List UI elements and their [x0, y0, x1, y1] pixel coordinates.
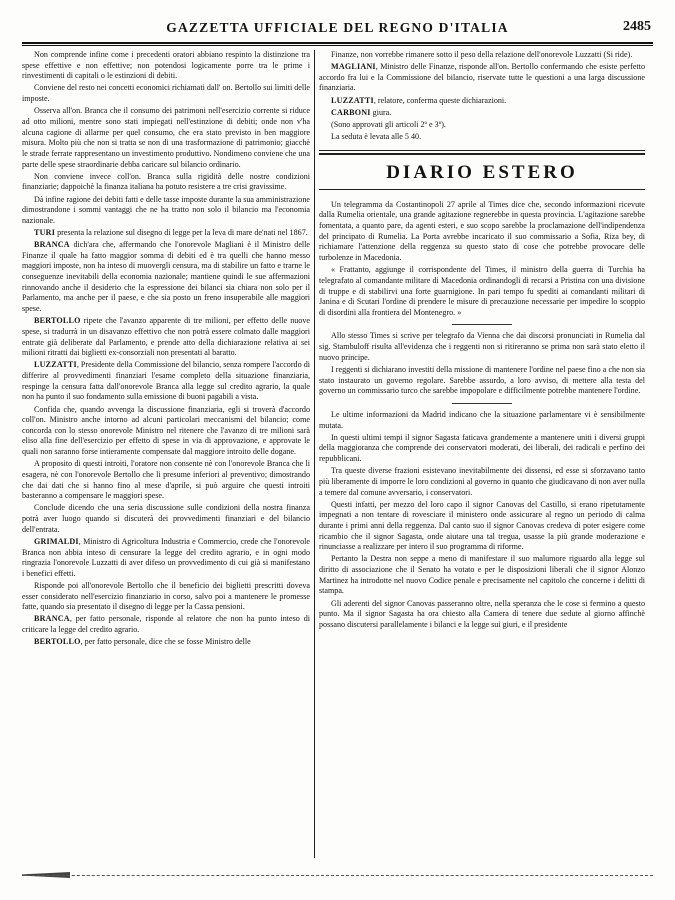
paragraph — [22, 637, 310, 648]
speaker-name: TURI — [34, 228, 56, 237]
paragraph — [22, 459, 310, 502]
paragraph-text: Conviene del resto nei concetti economici richiamati dall' on. Bertollo sui limiti delle imposte. — [22, 83, 310, 104]
paragraph — [22, 106, 310, 170]
paragraph: In questi ultimi tempi il signor Sagasta faticava grandemente a mantenere uniti i diversi gruppi della maggioranza che comprende dei conservatori moderati, dei liberali, dei radicali e perfino dei repubblicani. — [319, 432, 645, 464]
paragraph: I reggenti si dichiarano investiti della missione di mantenere l'ordine nel paese fino a che non sia stato instaurato un governo regolare. Sarebbe assurdo, a loro avviso, di mettere alla testa del governo un commissario turco che sarebbe impopolare e difficilmente potrebbe mantenere l'ordine. — [319, 364, 645, 396]
paragraph — [22, 50, 310, 82]
footer-rule — [22, 872, 653, 878]
speaker-name: LUZZATTI — [331, 95, 374, 105]
paragraph-text: presenta la relazione sul disegno di legge per la leva di mare de'nati nel 1867. — [55, 228, 308, 237]
paragraph-text: La seduta è levata alle 5 40. — [331, 132, 422, 142]
paragraph-text: Conclude dicendo che una seria discussione sulle condizioni della nostra finanza potrà aver luogo quando si discuterà dei provvedimenti finanziari e del bilancio dell'entrata. — [22, 503, 310, 534]
speaker-name: BRANCA — [34, 614, 70, 624]
page-number: 2485 — [623, 19, 651, 34]
paragraph-text: A proposito di questi introiti, l'oratore non consente nè con l'onorevole Branca che li esagera, nè con l'onorevole Bertollo che li presume inferiori al preventivo; dimostrando che dai dati che si hanno fino al mese d'aprile, si può arguire che questi introiti basteranno a compensare le maggiori spese. — [22, 459, 310, 501]
paragraph-text: , Ministro di Agricoltura Industria e Commercio, crede che l'onorevole Branca non abbia inteso di censurare la legge del credito agrario, e in ogni modo ringrazia l'onorevole Luzzatti di aver difeso un provvedimento di cui già si manifestano i benefici effetti. — [22, 536, 310, 578]
paragraph — [22, 405, 310, 458]
speaker-name: BERTOLLO — [34, 316, 81, 326]
paragraph — [22, 240, 310, 315]
paragraph-text: Risponde poi all'onorevole Bertollo che il beneficio dei biglietti prescritti doveva esser considerato nell'esercizio finanziario in corso, salvo poi a mantenere le promesse fatte, quando sia presentato il disegno di legge per la Cassa pensioni. — [22, 581, 310, 612]
speaker-name: MAGLIANI — [331, 62, 376, 72]
paragraph-text: Non conviene invece coll'on. Branca sulla rigidità delle nostre condizioni finanziarie; dappoichè la finanza italiana ha potuto resistere a tre crisi gravissime. — [22, 171, 310, 192]
paragraph: « Frattanto, aggiunge il corrispondente del Times, il ministro della guerra di Turchia ha telegrafato al comandante militare di Macedonia ordinandogli di recarsi a Pristina con una divisione di truppe e di stabilirvi una forte guarnigione. In pari tempo fu spediti ai comandanti militari di Janina e di Scutari l'ordine di prendere le misure di precauzione necessarie per impedire lo scoppio di disordini alla frontiera del Montenegro. » — [319, 265, 645, 317]
paragraph — [22, 228, 310, 239]
section-rule — [319, 150, 645, 151]
paragraph-text: , per fatto personale, dice che se fosse Ministro delle — [80, 637, 251, 647]
paragraph — [319, 50, 645, 61]
paragraph — [22, 195, 310, 227]
paragraph — [22, 614, 310, 635]
paragraph-text: , per fatto personale, risponde al relatore che non ha punto inteso di criticare la legge del credito agrario. — [22, 614, 310, 635]
paragraph — [22, 537, 310, 580]
paragraph — [22, 581, 310, 613]
paragraph-text: giura. — [370, 107, 392, 117]
paragraph-text: (Sono approvati gli articoli 2º e 3º). — [331, 119, 446, 129]
header-rule-thin — [22, 45, 653, 46]
left-column — [22, 50, 310, 882]
speaker-name: BRANCA — [34, 240, 70, 250]
paragraph-text: , Presidente della Commissione del bilancio, senza rompere l'accordo di differire al provvedimenti finanziari l'esame completo della situazione finanziaria, respinge la censura fatta dall'onorevole Branca alla legge sul credito agrario, la quale non ha punto il suo fondamento sulla emissione di buoni pagabili a vista. — [22, 360, 310, 402]
paragraph-text: Non comprende infine come i precedenti oratori abbiano respinto la distinzione tra spese effettive e non effettive; non potendosi logicamente porre tra le prime i rinvestimenti di capitali o le estinzioni di debiti. — [22, 50, 310, 81]
separator-rule — [452, 324, 512, 325]
paragraph — [22, 172, 310, 193]
paragraph-text: , relatore, conferma queste dichiarazioni. — [373, 95, 507, 105]
paragraph — [22, 316, 310, 359]
paragraph: Tra queste diverse frazioni esistevano inevitabilmente dei dissensi, ed esse si sforzavano tanto più liberamente di imporre le loro condizioni al governo in quanto che giudicavano di non aver nulla a temere dal comune avversario, i conservatori. — [319, 466, 645, 497]
paragraph — [319, 120, 645, 131]
header-rule — [22, 42, 653, 44]
speaker-name: BERTOLLO — [34, 637, 81, 647]
paragraph-text: ripete che l'avanzo apparente di tre milioni, per effetto delle nuove spese, si tradurrà in un disavanzo effettivo che non potrà essere colmato dalle maggiori entrate già deliberate dal Parlamento, e prende atto della dichiarazione relativa ai sei milioni ritratti dai biglietti ex-consorziali non presentati al baratto. — [22, 316, 310, 358]
column-divider — [314, 50, 315, 858]
section-title: DIARIO ESTERO — [386, 161, 578, 183]
paragraph — [319, 62, 645, 94]
speaker-name: LUZZATTI — [34, 360, 77, 370]
speaker-name: CARBONI — [331, 107, 371, 117]
paragraph — [319, 132, 645, 143]
paragraph: Allo stesso Times si scrive per telegrafo da Vienna che dai discorsi pronunciati in Rumelia dal sig. Stambuloff risulta all'evidenza che i reggenti non si ritireranno se prima non sarà stato eletto il nuovo principe. — [319, 331, 645, 362]
paragraph: Un telegramma da Costantinopoli 27 aprile al Times dice che, secondo informazioni ricevute dalla Rumelia orientale, una grande agitazione regnerebbe in questa provincia. L'agitazione sarebbe fomentata, a quanto pare, da agenti esteri, e suo scopo sarebbe la proclamazione dell'indipendenza del principato di Rumelia. La Porta avrebbe incaricato il suo commissario a Sofia, Riza bey, di richiamare l'attenzione della reggenza su questo stato di cose che potrebbe provocare delle turbolenze in Macedonia. — [319, 199, 645, 263]
paragraph — [319, 96, 645, 107]
paragraph-text: dich'ara che, affermando che l'onorevole Magliani è il Ministro delle Finanze il quale ha fatto maggior somma di debiti ed è tra quelli che hanno messo maggiori imposte, non ha inteso di muovergli censura, ma di stabilire un fatto e trarne le conseguenze inevitabili della economia nazionale; mantiene quindi le sue affermazioni rinnovando anche il desiderio che la espressione dei bilanci sia chiara non solo per il Parlamento, ma anche per il paese, e che sia posto un freno insuperabile alle maggiori spese. — [22, 240, 310, 314]
speaker-name: GRIMALDI — [34, 536, 79, 546]
paragraph-text: , Ministro delle Finanze, risponde all'on. Bertollo confermando che esiste perfetto accordo fra lui e la Commissione del bilancio, riservate tutte le questioni a una larga discussione finanziaria. — [319, 62, 645, 93]
section-rule-thick — [319, 153, 645, 155]
paragraph — [22, 503, 310, 535]
paragraph: Pertanto la Destra non seppe a meno di manifestare il suo malumore riguardo alla legge sul diritto di associazione che il Senato ha votato e per le disposizioni liberali che il signor Alonzo Martinez ha introdotte nel nuovo Codice penale e precisamente nel capitolo che concerne i delitti di stampa. — [319, 554, 645, 596]
page-header — [20, 16, 655, 38]
paragraph — [22, 360, 310, 403]
paragraph-text: Confida che, quando avvenga la discussione finanziaria, egli si troverà d'accordo coll'on. Ministro anche intorno ad alcuni particolari meccanismi del bilancio; come concorda con lo stesso onorevole Ministro nel ritenere che l'avanzo di tre milioni sarà eliso alla fine dell'esercizio per effetto di spese in via di approvazione, e approvate le quali non saranno forse intieramente compensate dal maggiore introito delle dogane. — [22, 404, 310, 457]
paragraph: Le ultime informazioni da Madrid indicano che la situazione parlamentare vi è sensibilmente mutata. — [319, 409, 645, 430]
paragraph — [319, 108, 645, 119]
separator-rule — [452, 403, 512, 404]
paragraph-text: Osserva all'on. Branca che il consumo dei patrimoni nell'esercizio corrente si riduce ad otto milioni, mentre sono stati impiegati nell'estinzione di debiti; onde non v'ha alcuna cagione di allarme per quel consumo, che era stato previsto in ben maggiore misura. Molto più che non si tratta se non di una trasformazione di patrimonio; giacchè le strade ferrate rappresentano un investimento produttivo. Nondimeno conviene che una parte delle spese straordinarie debba caricare sul bilancio ordinario. — [22, 106, 310, 169]
paragraph — [22, 83, 310, 104]
footer-line — [22, 875, 653, 876]
right-column — [319, 50, 645, 882]
section-title-underline — [319, 189, 645, 190]
paragraph: Gli aderenti del signor Canovas passeranno oltre, nella speranza che le cose si fermino a questo punto. Ma il signor Sagasta ha ora chiesto alla Camera di tenere due sedute al giorno affinchè possano discutersi parallelamente i bilanci e la legge sui giuri, e il presidente — [319, 598, 645, 629]
paragraph-text: Finanze, non vorrebbe rimanere sotto il peso della relazione dell'onorevole Luzzatti (Si ride). — [331, 50, 633, 59]
paragraph: Questi infatti, per mezzo del loro capo il signor Canovas del Castillo, si erano ripetutamente impegnati a non tentare di rovesciare il ministero onde assicurare al regno un periodo di calma durante i primi anni della reggenza. Dal canto suo il signor Canovas credeva di poter esigere come ricambio che il signor Sagasta, onde aiutare una tal tregua, usasse la più grande moderazione e rinunciasse a realizzare per intero il suo programma di riforme. — [319, 499, 645, 552]
masthead-title: GAZZETTA UFFICIALE DEL REGNO D'ITALIA — [166, 20, 509, 35]
paragraph-text: Dà infine ragione dei debiti fatti e delle tasse imposte durante la sua amministrazione dimostrandone i sommi vantaggi che ne ha tratto non solo il bilancio ma l'economia nazionale. — [22, 194, 310, 225]
